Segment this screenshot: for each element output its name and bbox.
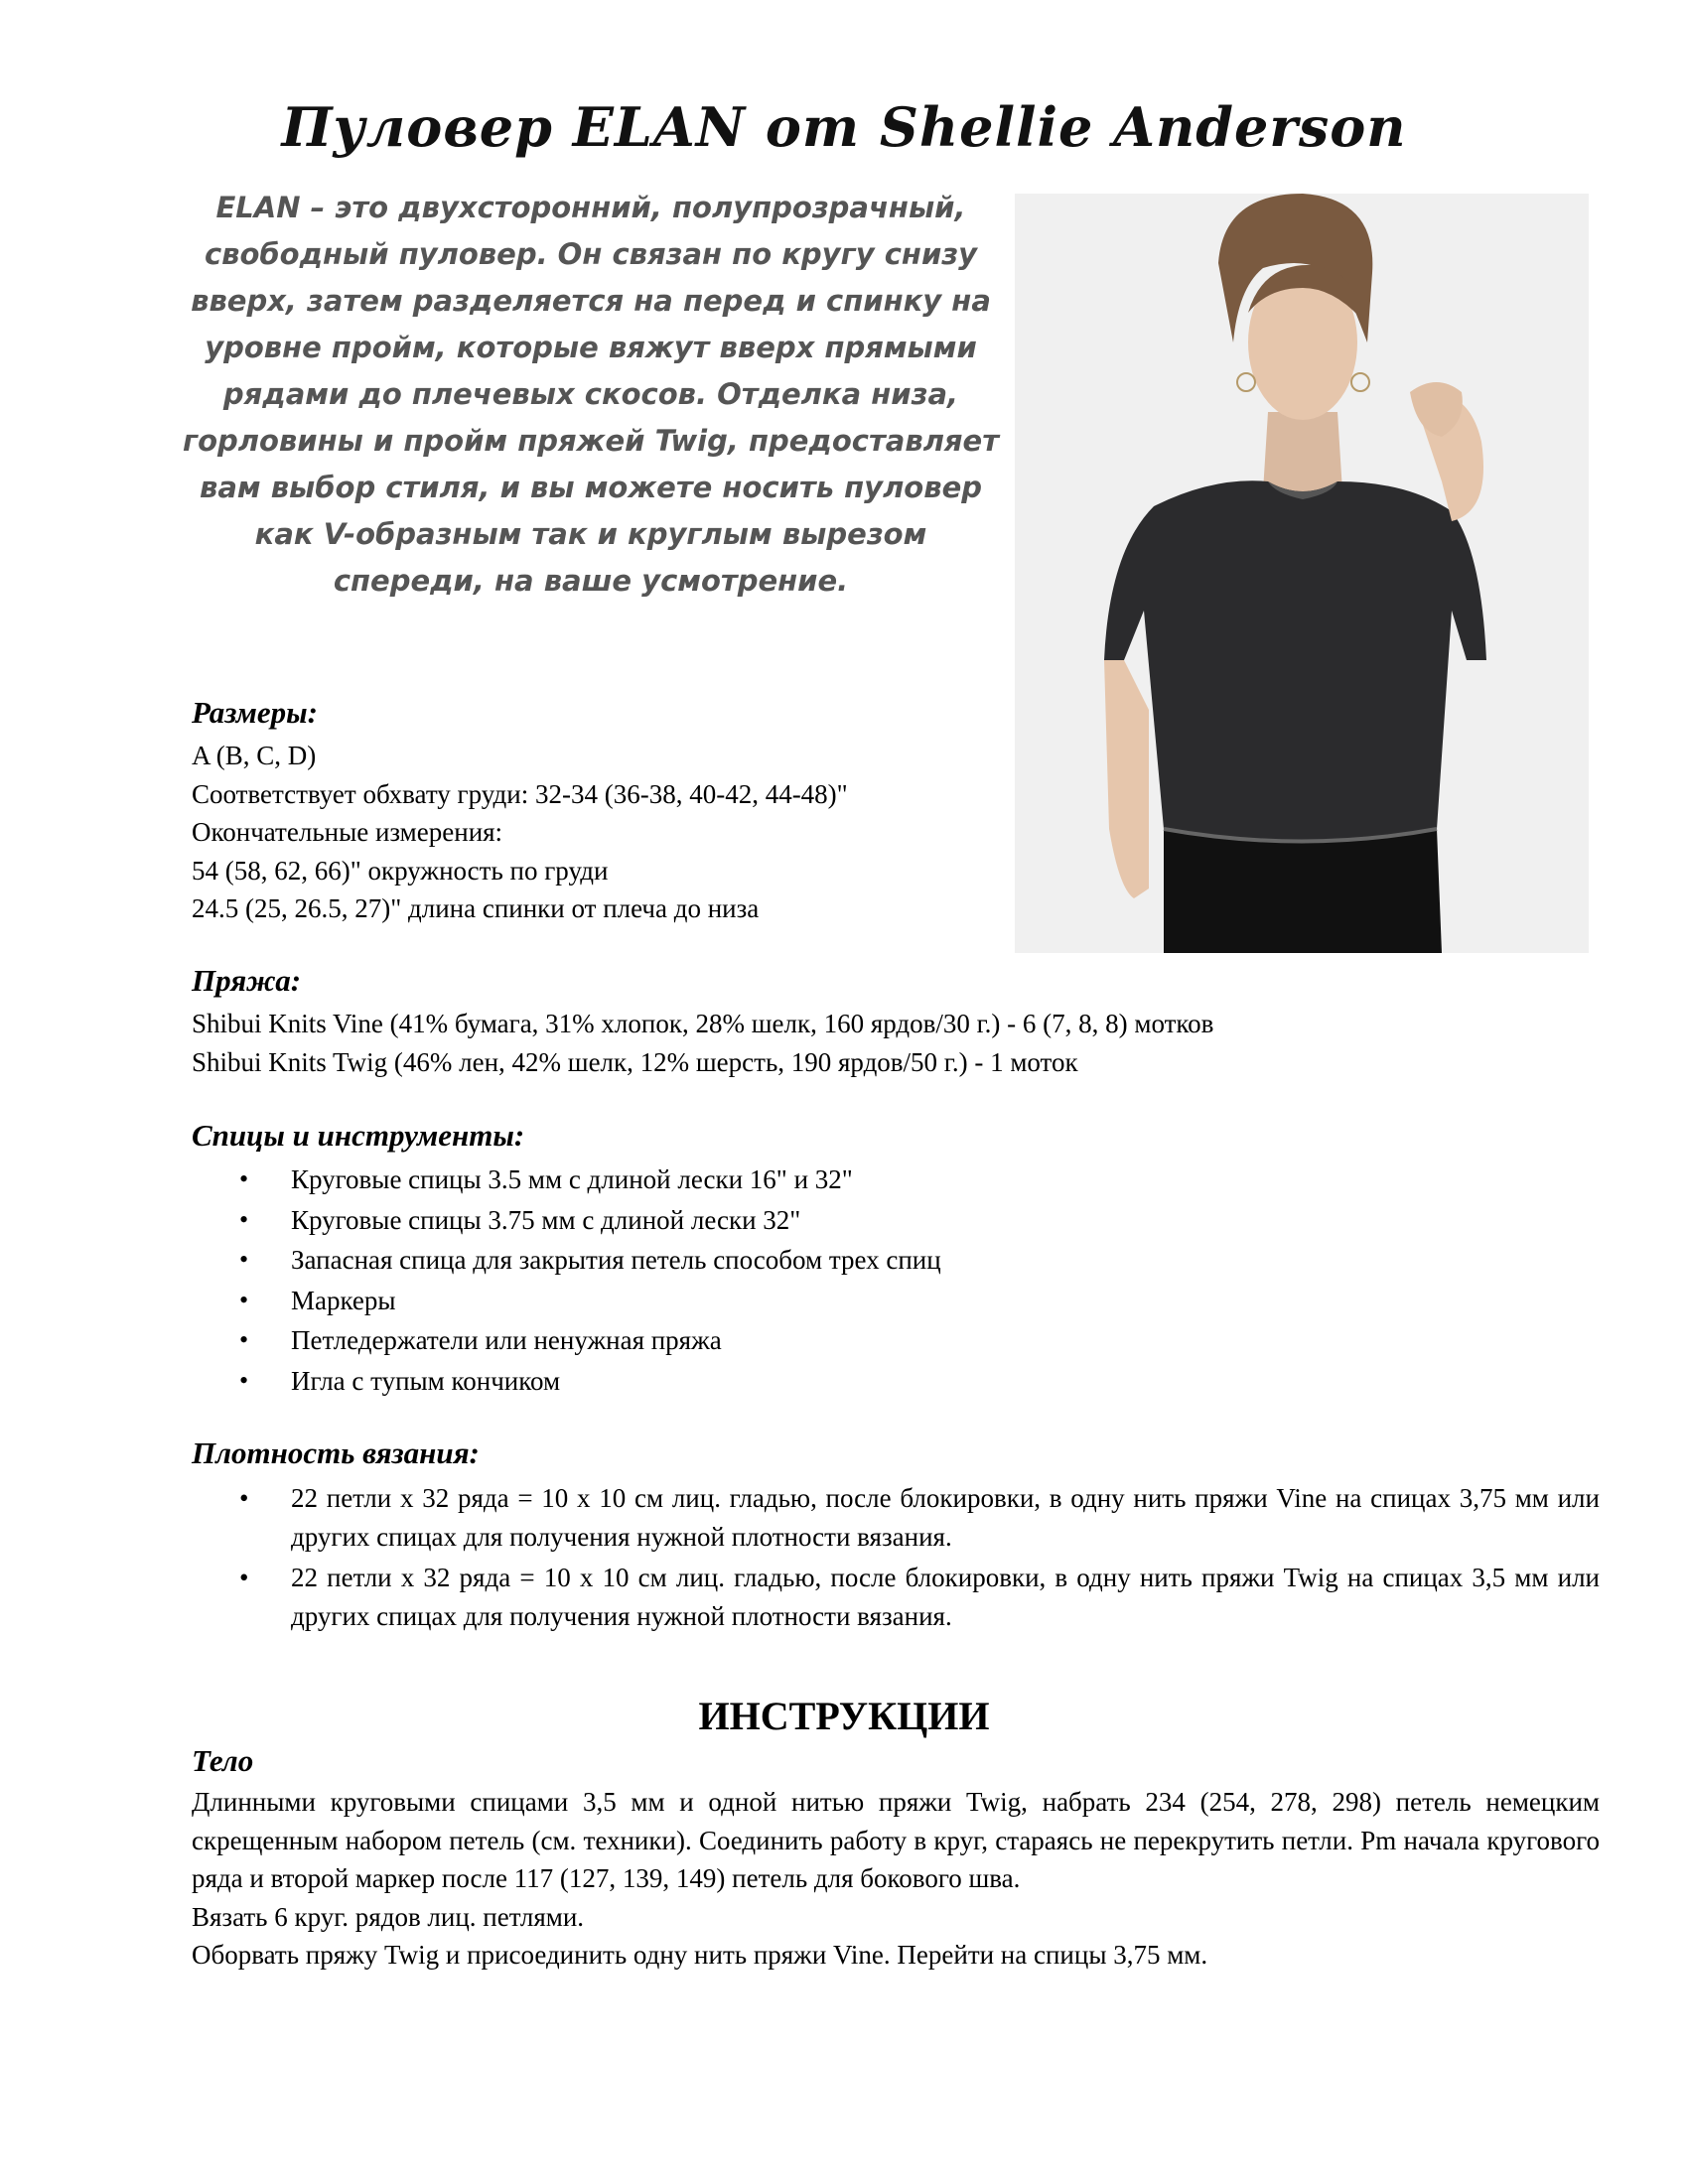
paragraph: Вязать 6 круг. рядов лиц. петлями. [192,1901,585,1932]
yarn-line: Shibui Knits Vine (41% бумага, 31% хлопок, 28% шелк, 160 ярдов/30 г.) - 6 (7, 8, 8) мотков [192,1009,1214,1038]
gauge-list [239,1479,1600,1638]
list-item: • 22 петли х 32 ряда = 10 х 10 см лиц. гладью, после блокировки, в одну нить пряжи Vine на спицах 3,75 мм или других спицах для получения нужной плотности вязания. [239,1479,1600,1556]
model-photo [1015,194,1589,953]
list-item: • Петледержатели или ненужная пряжа [239,1320,1600,1361]
list-item: • Круговые спицы 3.5 мм с длиной лески 16" и 32" [239,1160,1600,1200]
tools-heading: Спицы и инструменты: [192,1118,525,1153]
list-item: • Круговые спицы 3.75 мм с длиной лески 32" [239,1200,1600,1241]
page-title: Пуловер ELAN от Shellie Anderson [281,95,1407,159]
tools-list [239,1160,1600,1401]
paragraph: Длинными круговыми спицами 3,5 мм и одной нитью пряжи Twig, набрать 234 (254, 278, 298) петель немецким скрещенным набором петель (см. техники). Соединить работу в круг, стараясь не перекрутить петли. Pm начала кругового ряда и второй маркер после 117 (127, 139, 149) петель для бокового шва. [192,1787,1600,1893]
yarn-heading: Пряжа: [192,963,302,998]
gauge-heading: Плотность вязания: [192,1435,480,1470]
list-item: • Запасная спица для закрытия петель способом трех спиц [239,1240,1600,1281]
intro-text: ELAN – это двухсторонний, полупрозрачный, свободный пуловер. Он связан по кругу снизу вверх, затем разделяется на перед и спинку на уровне пройм, которые вяжут вверх прямыми рядами до плечевых скосов. Отделка низа, горловины и пройм пряжей Twig, предоставляет вам выбор стиля, и вы можете носить пуловер как V-образным так и круглым вырезом спереди, на ваше усмотрение. [182,191,1000,598]
list-item: • 22 петли х 32 ряда = 10 х 10 см лиц. гладью, после блокировки, в одну нить пряжи Twig на спицах 3,5 мм или других спицах для получения нужной плотности вязания. [239,1559,1600,1635]
sizes-line: Окончательные измерения: [192,817,503,847]
yarn-list [192,1005,1213,1081]
body-heading: Тело [192,1743,254,1778]
sizes-line: 24.5 (25, 26.5, 27)" длина спинки от плеча до низа [192,893,760,923]
body-text [192,1783,1600,1975]
list-item: • Маркеры [239,1281,1600,1321]
list-item: • Игла с тупым кончиком [239,1361,1600,1402]
instructions-title: ИНСТРУКЦИИ [698,1694,990,1738]
sizes-line: Соответствует обхвату груди: 32-34 (36-38, 40-42, 44-48)" [192,778,848,809]
sizes-line: A (B, C, D) [192,741,317,770]
yarn-line: Shibui Knits Twig (46% лен, 42% шелк, 12% шерсть, 190 ярдов/50 г.) - 1 моток [192,1046,1078,1077]
sizes-line: 54 (58, 62, 66)" окружность по груди [192,855,609,886]
sizes-heading: Размеры: [192,695,318,730]
sizes-list [192,737,848,928]
paragraph: Оборвать пряжу Twig и присоединить одну нить пряжи Vine. Перейти на спицы 3,75 мм. [192,1940,1208,1970]
